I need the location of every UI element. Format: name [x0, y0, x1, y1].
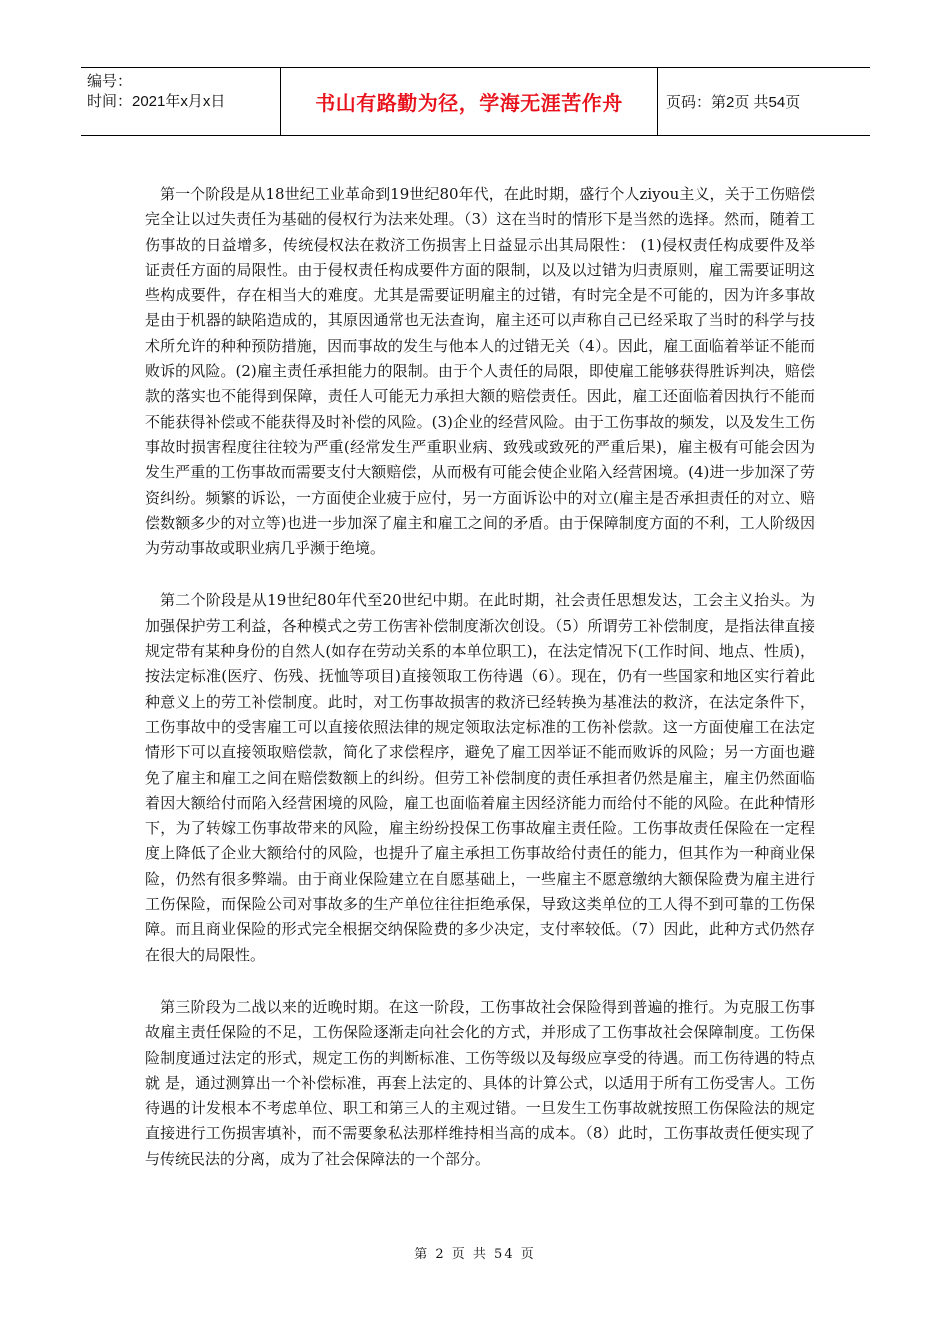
header-meta [81, 68, 281, 135]
document-body [145, 182, 815, 1199]
paragraph-stage-1: 第一个阶段是从18世纪工业革命到19世纪80年代，在此时期，盛行个人ziyou主义，关于工伤赔偿完全让以过失责任为基础的侵权行为法来处理。（3）这在当时的情形下是当然的选择。然而，随着工伤事故的日益增多，传统侵权法在救济工伤损害上日益显示出其局限性： (1)侵权责任构成要件及举证责任方面的局限性。由于侵权责任构成要件方面的限制，以及以过错为归责原则，雇工需要证明这些构成要件，存在相当大的难度。尤其是需要证明雇主的过错，有时完全是不可能的，因为许多事故是由于机器的缺陷造成的，其原因通常也无法查询，雇主还可以声称自己已经采取了当时的科学与技术所允许的种种预防措施，因而事故的发生与他本人的过错无关（4）。因此，雇工面临着举证不能而败诉的风险。(2)雇主责任承担能力的限制。由于个人责任的局限，即使雇工能够获得胜诉判决，赔偿款的落实也不能得到保障，责任人可能无力承担大额的赔偿责任。因此，雇工还面临着因执行不能而不能获得补偿或不能获得及时补偿的风险。(3)企业的经营风险。由于工伤事故的频发，以及发生工伤事故时损害程度往往较为严重(经常发生严重职业病、致残或致死的严重后果)，雇主极有可能会因为发生严重的工伤事故而需要支付大额赔偿，从而极有可能会使企业陷入经营困境。(4)进一步加深了劳资纠纷。频繁的诉讼，一方面使企业疲于应付，另一方面诉讼中的对立(雇主是否承担责任的对立、赔偿数额多少的对立等)也进一步加深了雇主和雇工之间的矛盾。由于保障制度方面的不利，工人阶级因为劳动事故或职业病几乎濒于绝境。 [145, 185, 815, 558]
page-footer: 第 2 页 共 54 页 [414, 1247, 536, 1262]
page-header [81, 67, 870, 136]
header-motto: 书山有路勤为径，学海无涯苦作舟 [281, 68, 658, 135]
header-page-info: 页码：第2页 共54页 [666, 94, 801, 111]
paragraph-stage-2: 第二个阶段是从19世纪80年代至20世纪中期。在此时期，社会责任思想发达，工会主义抬头。为加强保护劳工利益，各种模式之劳工伤害补偿制度渐次创设。（5）所谓劳工补偿制度，是指法律直接规定带有某种身份的自然人(如存在劳动关系的本单位职工)，在法定情况下(工作时间、地点、性质)，按法定标准(医疗、伤残、抚恤等项目)直接领取工伤待遇（6）。现在，仍有一些国家和地区实行着此种意义上的劳工补偿制度。此时，对工伤事故损害的救济已经转换为基准法的救济，在法定条件下，工伤事故中的受害雇工可以直接依照法律的规定领取法定标准的工伤补偿款。这一方面使雇工在法定情形下可以直接领取赔偿款，简化了求偿程序，避免了雇工因举证不能而败诉的风险；另一方面也避免了雇主和雇工之间在赔偿数额上的纠纷。但劳工补偿制度的责任承担者仍然是雇主，雇主仍然面临着因大额给付而陷入经营困境的风险，雇工也面临着雇主因经济能力而给付不能的风险。在此种情形下，为了转嫁工伤事故带来的风险，雇主纷纷投保工伤事故雇主责任险。工伤事故责任保险在一定程度上降低了企业大额给付的风险，也提升了雇主承担工伤事故给付责任的能力，但其作为一种商业保险，仍然有很多弊端。由于商业保险建立在自愿基础上，一些雇主不愿意缴纳大额保险费为雇主进行工伤保险，而保险公司对事故多的生产单位往往拒绝承保，导致这类单位的工人得不到可靠的工伤保障。而且商业保险的形式完全根据交纳保险费的多少决定，支付率较低。（7）因此，此种方式仍然存在很大的局限性。 [145, 591, 815, 964]
number-label: 编号： [87, 73, 133, 90]
time-label: 时间：2021年x月x日 [87, 93, 226, 110]
paragraph-stage-3: 第三阶段为二战以来的近晚时期。在这一阶段，工伤事故社会保险得到普遍的推行。为克服工伤事故雇主责任保险的不足，工伤保险逐渐走向社会化的方式，并形成了工伤事故社会保障制度。工伤保险制度通过法定的形式，规定工伤的判断标准、工伤等级以及每级应享受的待遇。而工伤待遇的特点就 是，通过测算出一个补偿标准，再套上法定的、具体的计算公式，以适用于所有工伤受害人。工伤待遇的计发根本不考虑单位、职工和第三人的主观过错。一旦发生工伤事故就按照工伤保险法的规定直接进行工伤损害填补，而不需要象私法那样维持相当高的成本。（8）此时，工伤事故责任便实现了与传统民法的分离，成为了社会保障法的一个部分。 [145, 997, 815, 1168]
